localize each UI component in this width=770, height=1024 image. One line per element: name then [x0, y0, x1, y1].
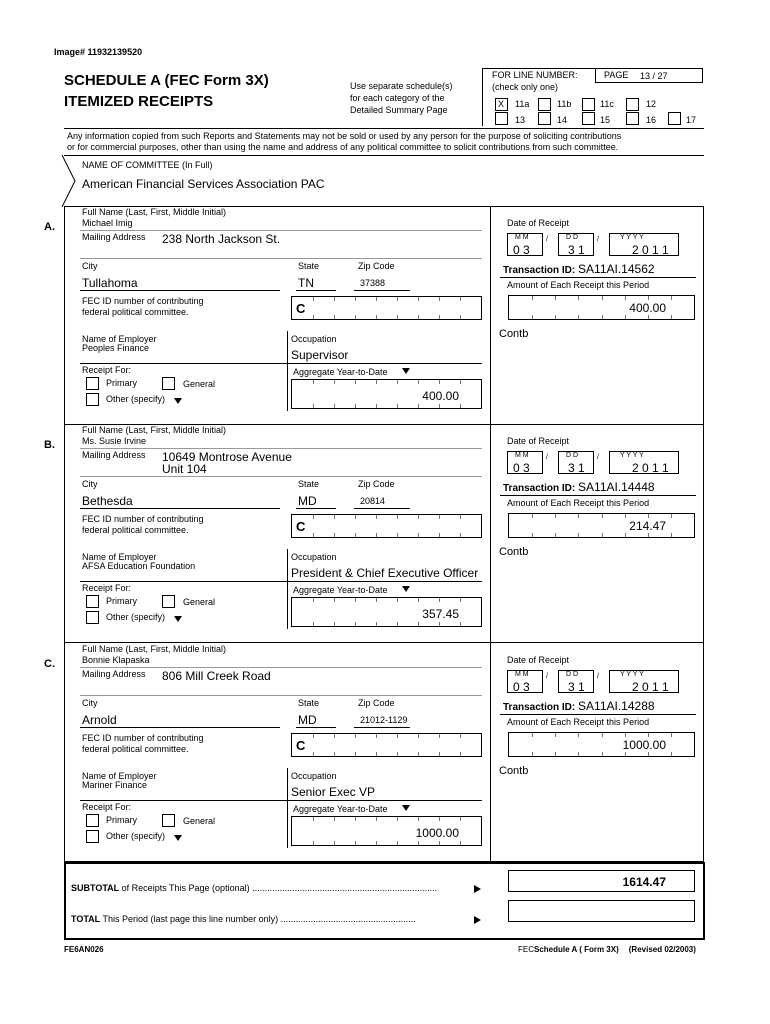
- zip-label: Zip Code: [358, 698, 395, 708]
- amount-value: 1000.00: [622, 738, 666, 752]
- memo-text: Contb: [499, 546, 529, 558]
- aggregate-field[interactable]: [291, 379, 482, 409]
- line-15-label: 15: [600, 115, 611, 125]
- schedule-title: SCHEDULE A (FEC Form 3X): [64, 72, 269, 89]
- primary-label: Primary: [106, 378, 137, 388]
- amount-label: Amount of Each Receipt this Period: [507, 280, 650, 290]
- date-month-field[interactable]: M M 0 3: [507, 670, 543, 693]
- total-arrow-icon: [474, 916, 481, 924]
- disclaimer-line-1: Any information copied from such Reports and Statements may not be sold or used by any person for the purpose of soliciting contributions: [67, 131, 622, 141]
- aggregate-value: 400.00: [422, 389, 459, 403]
- city-value: Bethesda: [82, 494, 133, 508]
- amount-label: Amount of Each Receipt this Period: [507, 498, 650, 508]
- line-15-checkbox[interactable]: [582, 112, 595, 125]
- state-label: State: [298, 698, 320, 708]
- entry-letter: C.: [44, 658, 55, 670]
- amount-field[interactable]: [508, 513, 695, 538]
- zip-value: 37388: [360, 278, 386, 288]
- amount-value: 400.00: [629, 301, 666, 315]
- other-dropdown-icon[interactable]: [174, 616, 182, 622]
- receipt-for-label: Receipt For:: [82, 802, 132, 812]
- date-year-value: 2 0 1 1: [632, 461, 669, 475]
- date-of-receipt-label: Date of Receipt: [507, 436, 570, 446]
- zip-value: 20814: [360, 496, 386, 506]
- contributor-name: Bonnie Klapaska: [82, 655, 150, 665]
- amount-field[interactable]: [508, 732, 695, 757]
- zip-label: Zip Code: [358, 479, 395, 489]
- subtotal-field[interactable]: [508, 870, 695, 892]
- line-11a-checkbox[interactable]: X: [495, 98, 508, 111]
- transaction-id: Transaction ID: SA11AI.14288: [503, 699, 655, 713]
- other-label: Other (specify): [106, 612, 166, 622]
- full-name-label: Full Name (Last, First, Middle Initial): [82, 644, 227, 654]
- fec-id-field[interactable]: [291, 296, 482, 320]
- total-label: TOTAL This Period (last page this line number only) ......................................................: [71, 914, 416, 924]
- date-day-field[interactable]: D D 3 1: [558, 670, 594, 693]
- date-year-field[interactable]: Y Y Y Y 2 0 1 1: [609, 233, 679, 256]
- memo-text: Contb: [499, 765, 529, 777]
- state-label: State: [298, 261, 320, 271]
- general-checkbox[interactable]: [162, 595, 175, 608]
- occupation-label: Occupation: [291, 552, 337, 562]
- line-13-label: 13: [515, 115, 526, 125]
- page-label: PAGE: [604, 70, 629, 80]
- address-line-1: 10649 Montrose Avenue: [162, 450, 292, 464]
- other-checkbox[interactable]: [86, 830, 99, 843]
- amount-field[interactable]: [508, 295, 695, 320]
- other-checkbox[interactable]: [86, 393, 99, 406]
- date-day-field[interactable]: D D 3 1: [558, 451, 594, 474]
- state-value: TN: [298, 276, 314, 290]
- line-17-label: 17: [686, 115, 697, 125]
- fec-id-label-1: FEC ID number of contributing: [82, 733, 204, 743]
- employer-label: Name of Employer: [82, 334, 157, 344]
- employer-label: Name of Employer: [82, 552, 157, 562]
- other-dropdown-icon[interactable]: [174, 398, 182, 404]
- itemized-receipts-title: ITEMIZED RECEIPTS: [64, 93, 214, 110]
- fec-id-label-1: FEC ID number of contributing: [82, 296, 204, 306]
- date-month-field[interactable]: M M 0 3: [507, 233, 543, 256]
- date-month-field[interactable]: M M 0 3: [507, 451, 543, 474]
- fec-id-label-2: federal political committee.: [82, 744, 189, 754]
- line-number-label: FOR LINE NUMBER:: [492, 70, 578, 80]
- employer-label: Name of Employer: [82, 771, 157, 781]
- state-value: MD: [298, 713, 317, 727]
- date-year-field[interactable]: Y Y Y Y 2 0 1 1: [609, 451, 679, 474]
- image-id: Image# 11932139520: [54, 47, 143, 57]
- separate-schedule-text-1: Use separate schedule(s): [350, 81, 453, 91]
- mailing-address-label: Mailing Address: [82, 450, 146, 460]
- address-line-1: 806 Mill Creek Road: [162, 669, 271, 683]
- fec-id-label-1: FEC ID number of contributing: [82, 514, 204, 524]
- city-label: City: [82, 261, 98, 271]
- general-label: General: [183, 379, 216, 389]
- transaction-id: Transaction ID: SA11AI.14562: [503, 262, 655, 276]
- transaction-id: Transaction ID: SA11AI.14448: [503, 480, 655, 494]
- date-of-receipt-label: Date of Receipt: [507, 655, 570, 665]
- primary-label: Primary: [106, 815, 137, 825]
- occupation-value: President & Chief Executive Officer: [291, 566, 479, 580]
- line-11c-checkbox[interactable]: [582, 98, 595, 111]
- line-12-label: 12: [646, 99, 657, 109]
- date-day-value: 3 1: [568, 243, 585, 257]
- entry-letter: B.: [44, 439, 55, 451]
- fec-id-prefix: C: [296, 301, 306, 316]
- full-name-label: Full Name (Last, First, Middle Initial): [82, 207, 227, 217]
- fec-id-field[interactable]: [291, 733, 482, 757]
- line-11b-label: 11b: [557, 99, 572, 109]
- fec-id-prefix: C: [296, 738, 306, 753]
- date-month-value: 0 3: [513, 243, 530, 257]
- date-day-field[interactable]: D D 3 1: [558, 233, 594, 256]
- separate-schedule-text-2: for each category of the: [350, 93, 445, 103]
- committee-name: American Financial Services Association PAC: [82, 177, 325, 191]
- occupation-value: Supervisor: [291, 348, 349, 362]
- aggregate-dropdown-icon[interactable]: [402, 368, 410, 374]
- state-label: State: [298, 479, 320, 489]
- entry-letter: A.: [44, 221, 55, 233]
- line-13-checkbox[interactable]: [495, 112, 508, 125]
- city-label: City: [82, 698, 98, 708]
- date-year-field[interactable]: Y Y Y Y 2 0 1 1: [609, 670, 679, 693]
- receipt-for-label: Receipt For:: [82, 365, 132, 375]
- committee-name-label: NAME OF COMMITTEE (In Full): [82, 160, 213, 170]
- subtotal-arrow-icon: [474, 885, 481, 893]
- primary-checkbox[interactable]: [86, 377, 99, 390]
- subtotal-value: 1614.47: [622, 875, 666, 889]
- aggregate-label: Aggregate Year-to-Date: [293, 367, 388, 377]
- fec-id-label-2: federal political committee.: [82, 307, 189, 317]
- other-label: Other (specify): [106, 394, 166, 404]
- general-checkbox[interactable]: [162, 814, 175, 827]
- line-16-checkbox[interactable]: [626, 112, 639, 125]
- other-label: Other (specify): [106, 831, 166, 841]
- address-line-1: 238 North Jackson St.: [162, 232, 281, 246]
- date-year-value: 2 0 1 1: [632, 680, 669, 694]
- line-11a-label: 11a: [515, 99, 530, 109]
- employer-value: Mariner Finance: [82, 780, 148, 790]
- contributor-name: Michael Imig: [82, 218, 133, 228]
- line-16-label: 16: [646, 115, 657, 125]
- aggregate-value: 357.45: [422, 607, 459, 621]
- date-month-value: 0 3: [513, 680, 530, 694]
- city-label: City: [82, 479, 98, 489]
- footer-form: FECSchedule A ( Form 3X) (Revised 02/2003): [518, 945, 696, 954]
- line-12-checkbox[interactable]: [626, 98, 639, 111]
- date-day-value: 3 1: [568, 461, 585, 475]
- employer-value: AFSA Education Foundation: [82, 561, 196, 571]
- contributor-name: Ms. Susie Irvine: [82, 436, 147, 446]
- subtotal-label: SUBTOTAL of Receipts This Page (optional) ..........................................................................: [71, 883, 438, 893]
- line-14-checkbox[interactable]: [538, 112, 551, 125]
- memo-text: Contb: [499, 328, 529, 340]
- line-11b-checkbox[interactable]: [538, 98, 551, 111]
- other-checkbox[interactable]: [86, 611, 99, 624]
- mailing-address-label: Mailing Address: [82, 232, 146, 242]
- line-14-label: 14: [557, 115, 568, 125]
- primary-label: Primary: [106, 596, 137, 606]
- general-label: General: [183, 597, 216, 607]
- aggregate-label: Aggregate Year-to-Date: [293, 585, 388, 595]
- line-17-checkbox[interactable]: [668, 112, 681, 125]
- occupation-label: Occupation: [291, 334, 337, 344]
- zip-label: Zip Code: [358, 261, 395, 271]
- aggregate-dropdown-icon[interactable]: [402, 805, 410, 811]
- fec-id-field[interactable]: [291, 514, 482, 538]
- other-dropdown-icon[interactable]: [174, 835, 182, 841]
- amount-value: 214.47: [629, 519, 666, 533]
- mailing-address-label: Mailing Address: [82, 669, 146, 679]
- amount-label: Amount of Each Receipt this Period: [507, 717, 650, 727]
- date-day-value: 3 1: [568, 680, 585, 694]
- aggregate-dropdown-icon[interactable]: [402, 586, 410, 592]
- footer-code: FE6AN026: [64, 945, 104, 954]
- aggregate-label: Aggregate Year-to-Date: [293, 804, 388, 814]
- date-of-receipt-label: Date of Receipt: [507, 218, 570, 228]
- primary-checkbox[interactable]: [86, 814, 99, 827]
- occupation-value: Senior Exec VP: [291, 785, 376, 799]
- separate-schedule-text-3: Detailed Summary Page: [350, 105, 448, 115]
- page-number-box: [595, 68, 703, 83]
- general-checkbox[interactable]: [162, 377, 175, 390]
- aggregate-field[interactable]: [291, 816, 482, 846]
- primary-checkbox[interactable]: [86, 595, 99, 608]
- full-name-label: Full Name (Last, First, Middle Initial): [82, 425, 227, 435]
- zip-value: 21012-1129: [360, 715, 408, 725]
- fec-id-prefix: C: [296, 519, 306, 534]
- general-label: General: [183, 816, 216, 826]
- receipt-for-label: Receipt For:: [82, 583, 132, 593]
- line-11c-label: 11c: [600, 99, 614, 109]
- disclaimer-line-2: or for commercial purposes, other than using the name and address of any political committee to solicit contributions from such committee.: [67, 142, 619, 152]
- committee-chevron-icon: [61, 155, 81, 207]
- aggregate-field[interactable]: [291, 597, 482, 627]
- page-value: 13 / 27: [640, 71, 668, 81]
- fec-id-label-2: federal political committee.: [82, 525, 189, 535]
- total-field[interactable]: [508, 900, 695, 922]
- city-value: Arnold: [82, 713, 117, 727]
- employer-value: Peoples Finance: [82, 343, 150, 353]
- city-value: Tullahoma: [82, 276, 138, 290]
- aggregate-value: 1000.00: [415, 826, 459, 840]
- check-only-one: (check only one): [492, 82, 559, 92]
- occupation-label: Occupation: [291, 771, 337, 781]
- address-line-2: Unit 104: [162, 462, 207, 476]
- date-month-value: 0 3: [513, 461, 530, 475]
- state-value: MD: [298, 494, 317, 508]
- date-year-value: 2 0 1 1: [632, 243, 669, 257]
